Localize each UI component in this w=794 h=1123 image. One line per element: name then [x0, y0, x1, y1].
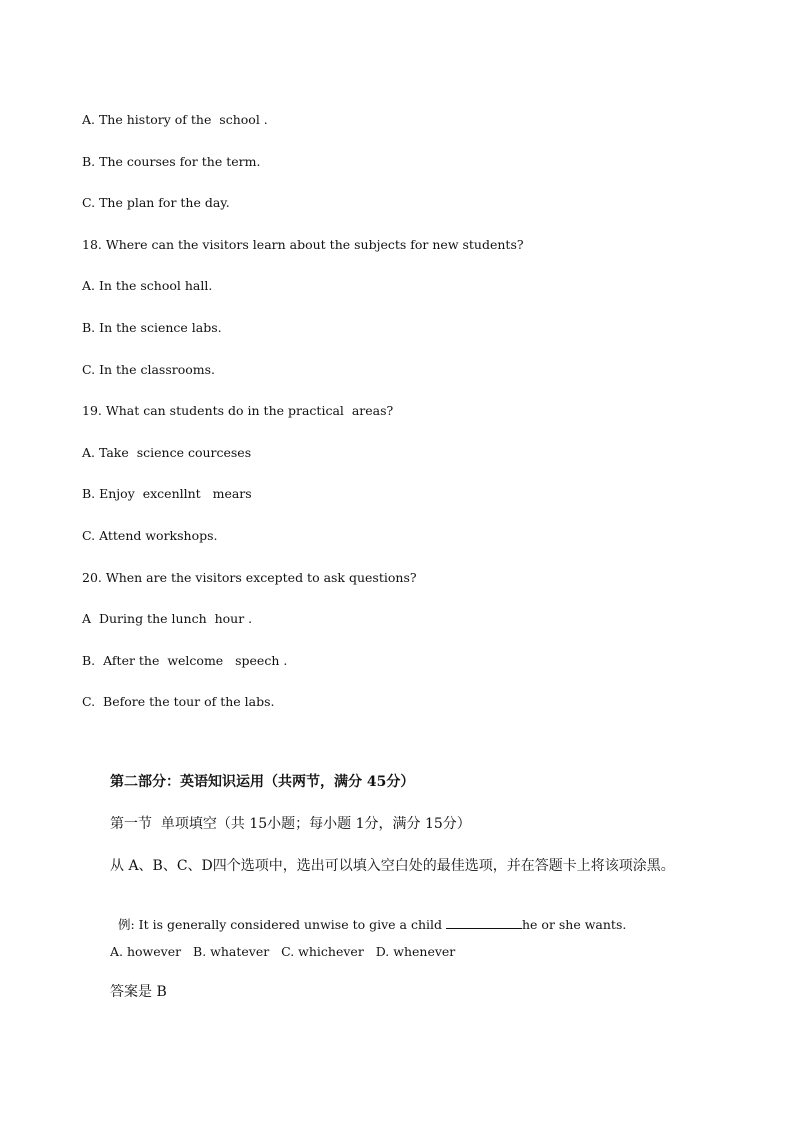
part2-title: 第二部分：英语知识运用（共两节，满分 45分） [110, 774, 415, 790]
q18-option-a: A. In the school hall. [82, 278, 213, 293]
example-answer: 答案是 B [110, 984, 167, 1000]
example-sentence [110, 900, 626, 933]
q19-option-c: C. Attend workshops. [82, 528, 218, 543]
q19-question: 19. What can students do in the practical areas? [82, 403, 394, 418]
q20-option-a: A During the lunch hour . [82, 611, 253, 626]
q17-option-c: C. The plan for the day. [82, 195, 230, 210]
q18-option-b: B. In the science labs. [82, 320, 222, 335]
q18-option-c: C. In the classrooms. [82, 362, 216, 377]
q18-question: 18. Where can the visitors learn about the subjects for new students? [82, 237, 524, 252]
instruction: 从 A、B、C、D四个选项中，选出可以填入空白处的最佳选项，并在答题卡上将该项涂黑。 [110, 858, 675, 874]
example-options: A. however B. whatever C. whichever D. whenever [110, 944, 456, 959]
section1-title: 第一节 单项填空（共 15小题；每小题 1分，满分 15分） [110, 816, 471, 832]
q17-option-b: B. The courses for the term. [82, 154, 261, 169]
example-text-after: he or she wants. [522, 917, 627, 932]
q17-option-a: A. The history of the school . [82, 112, 268, 127]
q19-option-a: A. Take science courceses [82, 445, 252, 460]
answer-blank [446, 916, 522, 929]
q20-question: 20. When are the visitors excepted to ask questions? [82, 570, 417, 585]
q19-option-b: B. Enjoy excenllnt mears [82, 486, 252, 501]
q20-option-c: C. Before the tour of the labs. [82, 694, 275, 709]
q20-option-b: B. After the welcome speech . [82, 653, 288, 668]
example-text-before: 例: It is generally considered unwise to give a child [117, 917, 446, 932]
